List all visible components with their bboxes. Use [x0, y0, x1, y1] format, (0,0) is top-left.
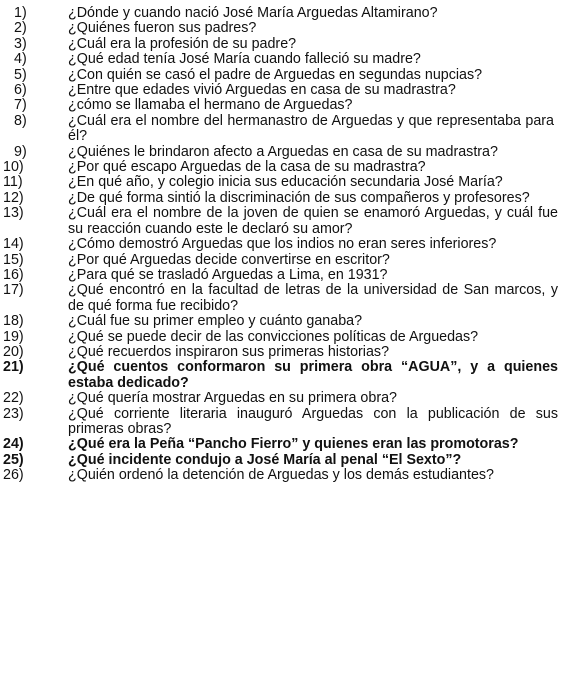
question-item [0, 453, 568, 468]
question-item [0, 237, 568, 252]
question-number: 12) [3, 189, 24, 206]
question-item [0, 52, 568, 67]
question-text: ¿Por qué escapo Arguedas de la casa de su madrastra? [68, 159, 426, 176]
question-text: ¿Qué recuerdos inspiraron sus primeras historias? [68, 343, 390, 360]
question-text: ¿Qué quería mostrar Arguedas en su primera obra? [68, 390, 397, 407]
question-text: ¿Qué incidente condujo a José María al penal “El Sexto”? [68, 451, 462, 468]
question-text: ¿Dónde y cuando nació José María Arguedas Altamirano? [68, 5, 438, 21]
question-text: ¿Qué era la Peña “Pancho Fierro” y quienes eran las promotoras? [68, 436, 519, 453]
question-number: 3) [14, 35, 27, 52]
question-item [0, 360, 568, 391]
question-number: 2) [14, 20, 27, 37]
question-text: ¿Quién ordenó la detención de Arguedas y los demás estudiantes? [68, 467, 495, 484]
question-item [0, 437, 568, 452]
question-text: ¿Cuál era el nombre del hermanastro de Arguedas y que representaba para él? [68, 112, 554, 145]
question-number: 1) [14, 5, 27, 21]
question-text: ¿Por qué Arguedas decide convertirse en escritor? [68, 251, 390, 268]
question-item [0, 98, 568, 113]
question-number: 7) [14, 97, 27, 114]
question-item [0, 191, 568, 206]
question-item [0, 407, 568, 438]
question-number: 14) [3, 236, 24, 253]
question-number: 23) [3, 405, 24, 422]
question-text: ¿Cómo demostró Arguedas que los indios no eran seres inferiores? [68, 236, 497, 253]
question-number: 13) [3, 205, 24, 222]
question-number: 18) [3, 313, 24, 330]
question-text: ¿Qué encontró en la facultad de letras de la universidad de San marcos, y de qué forma fue recibido? [68, 282, 558, 314]
question-text: ¿Qué edad tenía José María cuando falleció su madre? [68, 51, 421, 68]
question-text: ¿Con quién se casó el padre de Arguedas en segundas nupcias? [68, 66, 483, 83]
question-item [0, 145, 568, 160]
question-text: ¿En qué año, y colegio inicia sus educación secundaria José María? [68, 174, 503, 191]
question-text: ¿Cuál era la profesión de su padre? [68, 35, 297, 52]
question-item [0, 83, 568, 98]
question-number: 5) [14, 66, 27, 83]
question-number: 24) [3, 436, 24, 453]
question-number: 11) [3, 174, 23, 191]
question-number: 16) [3, 266, 24, 283]
question-text: ¿Quiénes fueron sus padres? [68, 20, 257, 37]
question-text: ¿Para qué se trasladó Arguedas a Lima, en 1931? [68, 266, 388, 283]
question-item [0, 268, 568, 283]
question-text: ¿De qué forma sintió la discriminación de sus compañeros y profesores? [68, 189, 530, 206]
question-item [0, 21, 568, 36]
question-number: 10) [3, 159, 24, 176]
question-item [0, 253, 568, 268]
question-item [0, 330, 568, 345]
question-number: 9) [14, 143, 27, 160]
question-item [0, 391, 568, 406]
question-item [0, 314, 568, 329]
question-text: ¿Quiénes le brindaron afecto a Arguedas en casa de su madrastra? [68, 143, 498, 160]
question-item [0, 468, 568, 483]
question-text: ¿Entre que edades vivió Arguedas en casa de su madrastra? [68, 82, 456, 99]
question-number: 19) [3, 328, 24, 345]
question-number: 21) [3, 359, 24, 376]
question-item [0, 345, 568, 360]
question-number: 15) [3, 251, 24, 268]
question-number: 4) [14, 51, 27, 68]
question-item [0, 37, 568, 52]
question-number: 26) [3, 467, 24, 484]
question-number: 6) [14, 82, 27, 99]
question-item [0, 6, 568, 21]
question-number: 22) [3, 390, 24, 407]
question-item [0, 68, 568, 83]
question-text: ¿Cuál era el nombre de la joven de quien se enamoró Arguedas, y cuál fue su reacción cuando este le declaró su amor? [68, 205, 558, 237]
question-item [0, 160, 568, 175]
question-text: ¿Qué se puede decir de las convicciones políticas de Arguedas? [68, 328, 479, 345]
question-number: 25) [3, 451, 24, 468]
question-number: 8) [14, 112, 27, 129]
question-text: ¿Qué cuentos conformaron su primera obra “AGUA”, y a quienes estaba dedicado? [68, 359, 558, 391]
question-text: ¿Qué corriente literaria inauguró Arguedas con la publicación de sus primeras obras? [68, 405, 558, 437]
question-item [0, 206, 568, 237]
question-number: 17) [3, 282, 24, 299]
question-text: ¿Cuál fue su primer empleo y cuánto ganaba? [68, 313, 363, 330]
question-number: 20) [3, 343, 24, 360]
question-item [0, 114, 568, 145]
question-text: ¿cómo se llamaba el hermano de Arguedas? [68, 97, 353, 114]
question-item [0, 283, 568, 314]
question-list [0, 6, 568, 484]
question-item [0, 175, 568, 190]
